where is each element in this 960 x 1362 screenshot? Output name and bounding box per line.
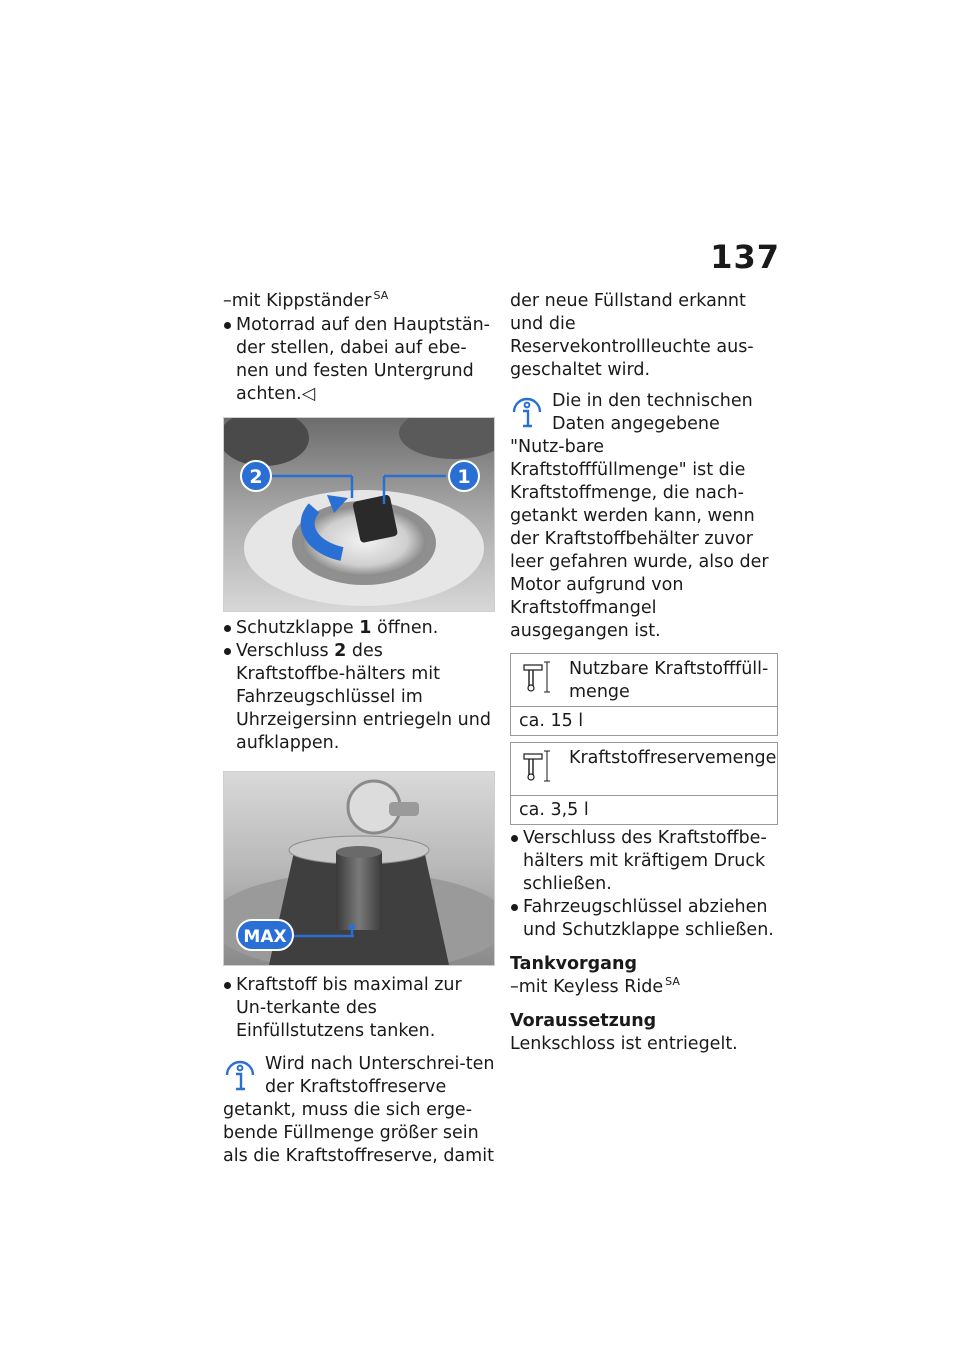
- spec-usable-fuel-value: ca. 15 l: [519, 711, 584, 731]
- heading-voraussetzung: Voraussetzung: [510, 1011, 657, 1031]
- note-text-left: Wird nach Unterschrei-ten der Kraftstoffreserve getankt, muss die sich erge-bende Füllmenge größer sein als die Kraftstoffreserve, damit: [223, 1054, 495, 1166]
- fuel-pump-icon: [511, 743, 569, 790]
- filler-neck-figure: [223, 771, 495, 966]
- callout-2-label: 2: [249, 466, 263, 488]
- right-column: [510, 290, 778, 1056]
- fuel-cap-figure: [223, 417, 495, 612]
- bullet-schluessel-abziehen: Fahrzeugschlüssel abziehen und Schutzklappe schließen.: [510, 896, 778, 942]
- info-icon: [510, 392, 544, 432]
- condition-kippstaender: –mit Kippständer $^{SA}$: [223, 289, 389, 311]
- bullet-schutzklappe: Schutzklappe 1 öffnen.: [223, 617, 495, 640]
- spec-fuel-reserve: [510, 742, 778, 825]
- fuel-cap-illustration: [224, 418, 494, 611]
- callout-1-label: 1: [457, 466, 471, 488]
- note-text-right: Die in den technischen Daten angegebene "Nutz-bare Kraftstofffüllmenge" ist die Kraftstoffmenge, die nach-getankt werden kann, wenn der Kraftstoffbehälter zuvor leer gefahren wurde, also der Motor aufgrund von Kraftstoffmangel ausgegangen ist.: [510, 391, 769, 641]
- info-note-left: [223, 1053, 495, 1168]
- spec-fuel-reserve-value: ca. 3,5 l: [519, 800, 589, 820]
- spec-usable-fuel: [510, 653, 778, 736]
- bullet-hauptstaender: Motorrad auf den Hauptstän-der stellen, dabei auf ebe-nen und festen Untergrund achten.◁: [223, 314, 495, 406]
- bullet-kraftstoff-max: Kraftstoff bis maximal zur Un-terkante des Einfüllstutzens tanken.: [223, 974, 495, 1043]
- filler-neck-illustration: [224, 772, 494, 965]
- fuel-pump-icon: [511, 654, 569, 701]
- bullet-verschluss: Verschluss 2 des Kraftstoffbe-hälters mit Fahrzeugschlüssel im Uhrzeigersinn entriegeln und aufklappen.: [223, 640, 495, 755]
- heading-tankvorgang: Tankvorgang: [510, 954, 637, 974]
- condition-keyless-ride: –mit Keyless Ride $^{SA}$: [510, 975, 680, 997]
- info-icon: [223, 1055, 257, 1095]
- max-callout-label: MAX: [243, 927, 287, 947]
- page-number: 137: [710, 238, 780, 276]
- bullet-verschluss-schliessen: Verschluss des Kraftstoffbe-hälters mit kräftigem Druck schließen.: [510, 827, 778, 896]
- left-column: [223, 290, 495, 1168]
- sa-superscript: SA: [373, 289, 389, 303]
- continued-text: der neue Füllstand erkannt und die Reservekontrollleuchte aus-geschaltet wird.: [510, 291, 754, 380]
- sa-superscript: SA: [665, 975, 680, 989]
- info-note-right: [510, 390, 778, 643]
- voraussetzung-text: Lenkschloss ist entriegelt.: [510, 1034, 738, 1054]
- spec-fuel-reserve-title: Kraftstoffreservemenge: [569, 748, 777, 768]
- spec-usable-fuel-title: Nutzbare Kraftstofffüll-menge: [569, 659, 769, 702]
